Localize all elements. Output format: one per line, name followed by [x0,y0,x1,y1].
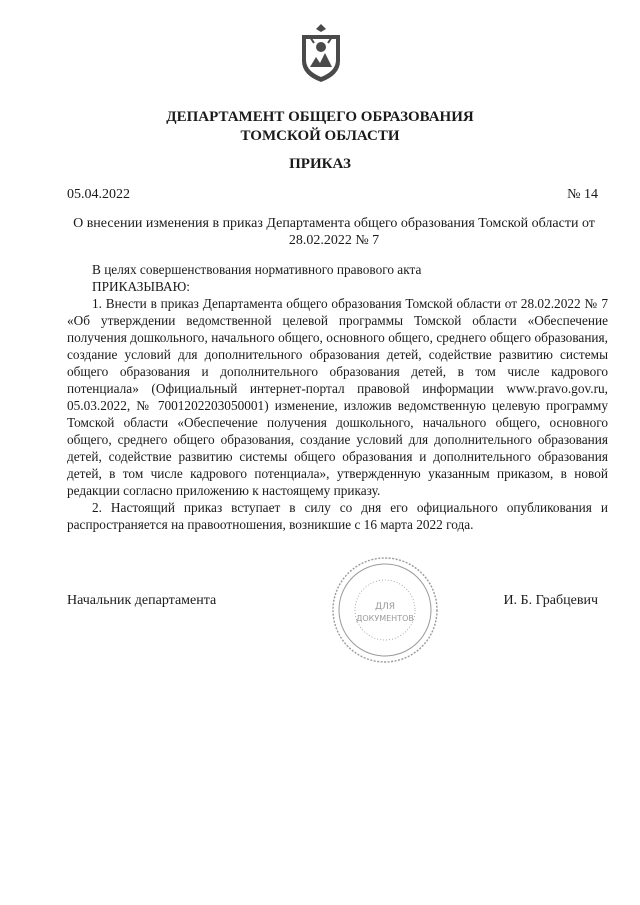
document-body [67,261,608,533]
department-name-line1: ДЕПАРТАМЕНТ ОБЩЕГО ОБРАЗОВАНИЯ [166,109,474,125]
stamp-text-line1: ДЛЯ [374,602,396,612]
preamble: В целях совершенствования нормативного правового акта [92,262,422,277]
order-item-2: 2. Настоящий приказ вступает в силу со дня его официального опубликования и распространяется на правоотношения, возникшие с 16 марта 2022 года. [67,500,608,532]
department-name [0,108,640,146]
signatory-name: И. Б. Грабцевич [503,593,598,608]
document-type: ПРИКАЗ [289,156,351,172]
stamp-seal-icon [330,555,440,665]
document-subject: О внесении изменения в приказ Департамента общего образования Томской области от 28.02.2022 № 7 [73,216,595,248]
stamp-text-line2: ДОКУМЕНТОВ [356,614,414,623]
order-word: ПРИКАЗЫВАЮ: [92,279,190,294]
order-item-1: 1. Внести в приказ Департамента общего образования Томской области от 28.02.2022 № 7 «Об утверждении ведомственной целевой программы Томской области «Обеспечение получения дошкольного, начального общего, основного общего, среднего общего образования, создание условий для дополнительного образования детей, содействие развитию системы общего образования и дополнительного образования детей, в том числе кадрового потенциала» (Официальный интернет-портал правовой информации www.pravo.gov.ru, 05.03.2022, № 7001202203050001) изменение, изложив ведомственную целевую программу Томской области «Обеспечение получения дошкольного, начального общего, основного общего, среднего общего образования, создание условий для дополнительного образования детей, содействие развитию системы общего образования и дополнительного образования детей, в том числе кадрового потенциала», утвержденную указанным приказом, в новой редакции согласно приложению к настоящему приказу. [67,296,608,498]
coat-of-arms-icon [298,23,344,83]
document-date: 05.04.2022 [67,187,130,202]
signatory-position: Начальник департамента [67,593,217,608]
department-name-line2: ТОМСКОЙ ОБЛАСТИ [240,128,400,144]
document-number: № 14 [567,187,598,202]
